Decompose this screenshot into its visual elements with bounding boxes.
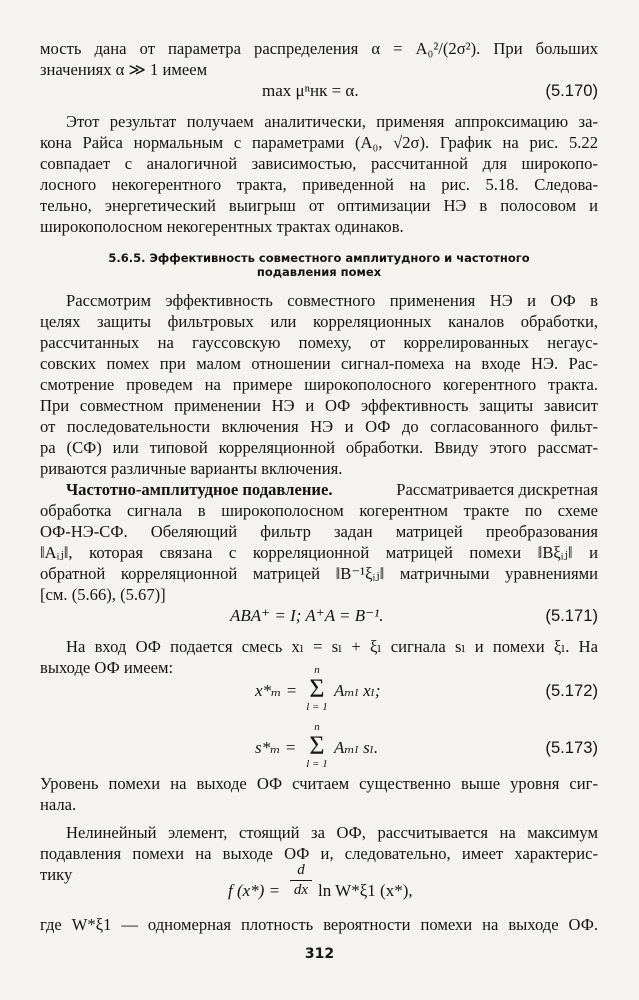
text-line: значениях α ≫ 1 имеем <box>40 60 208 79</box>
equation-number: (5.170) <box>545 81 598 100</box>
text-line: ‖Aᵢⱼ‖, которая связана с корреляционной матрицей помехи ‖Bξᵢⱼ‖ и <box>40 543 598 562</box>
fraction-denominator: dx <box>293 882 309 898</box>
equation-lhs: f (x*) = <box>228 881 281 900</box>
equation-number: (5.172) <box>545 681 598 700</box>
text-line: Нелинейный элемент, стоящий за ОФ, рассчитывается на максимум <box>66 823 598 842</box>
text-line: ра (СФ) или типовой корреляционной обработки. Ввиду этого рассмат- <box>40 438 598 457</box>
page-number: 312 <box>304 946 335 962</box>
text-line: ОФ-НЭ-СФ. Обеляющий фильтр задан матрицей преобразования <box>40 522 598 541</box>
fraction-numerator: d <box>297 862 305 878</box>
text-line: Этот результат получаем аналитически, применяя аппроксимацию за- <box>66 112 598 131</box>
text-line: обратной корреляционной матрицей ‖B⁻¹ξᵢⱼ‖ матричными уравнениями <box>40 564 598 583</box>
text-line: где W*ξ1 — одномерная плотность вероятности помехи на выходе ОФ. <box>40 915 598 934</box>
sum-upper-limit: n <box>314 721 320 733</box>
text-line: широкополосном некогерентных трактах одинаков. <box>40 217 404 236</box>
sum-lower-limit: l = 1 <box>306 758 328 770</box>
text-line: риваются различные варианты включения. <box>40 459 343 478</box>
fraction-bar <box>290 880 312 881</box>
equation-rhs: Aₘₗ sₗ. <box>334 738 379 757</box>
equation-lhs: s*ₘ = <box>255 738 297 757</box>
text-line: совпадает с аналогичной зависимостью, рассчитанной для широкопо- <box>40 154 598 173</box>
equation-number: (5.171) <box>545 606 598 625</box>
text-line: целях защиты фильтровых или корреляционных каналов обработки, <box>40 312 598 331</box>
text-line: Уровень помехи на выходе ОФ считаем существенно выше уровня сиг- <box>40 774 598 793</box>
text-line <box>66 479 598 500</box>
text-line: смотрение проведем на примере широкополосного когерентного тракта. <box>40 375 598 394</box>
equation-number: (5.173) <box>545 738 598 757</box>
equation-rhs: Aₘₗ xₗ; <box>334 681 381 700</box>
text-line: тельно, энергетический выигрыш от оптимизации НЭ в полосовом и <box>40 196 598 215</box>
text-line: Рассмотрим эффективность совместного применения НЭ и ОФ в <box>66 291 598 310</box>
sum-sign: Σ <box>309 731 325 760</box>
section-heading: 5.6.5. Эффективность совместного амплитудного и частотного <box>108 251 530 265</box>
text-line: подавления помехи на выходе ОФ и, следовательно, имеет характерис- <box>40 844 598 863</box>
run-in-heading: Частотно-амплитудное подавление. <box>66 480 333 499</box>
text-line: лосного некогерентного тракта, приведенной на рис. 5.18. Следова- <box>40 175 598 194</box>
text-line: нала. <box>40 795 77 814</box>
equation-5-170: max μⁿнк = α. <box>262 81 359 100</box>
text-line: выходе ОФ имеем: <box>40 658 174 677</box>
text-line: обработка сигнала в широкополосном когерентном тракте по схеме <box>40 501 598 520</box>
text-line: тику <box>40 865 73 884</box>
section-heading: подавления помех <box>256 265 382 279</box>
summation <box>304 664 330 714</box>
text-run: Рассматривается дискретная <box>396 480 598 499</box>
text-line: рассчитанных на гауссовскую помеху, от коррелированных негаус- <box>40 333 598 352</box>
text-line: совских помех при малом отношении сигнал-помеха на входе НЭ. Рас- <box>40 354 598 373</box>
equation-5-171: ABA⁺ = I; A⁺A = B⁻¹. <box>230 606 384 625</box>
text-line: На вход ОФ подается смесь xₗ = sₗ + ξₗ сигнала sₗ и помехи ξₗ. На <box>66 637 598 656</box>
equation-rhs: ln W*ξ1 (x*), <box>318 881 413 900</box>
text-line: мость дана от параметра распределения α = A₀²/(2σ²). При больших <box>40 39 598 58</box>
text-line: [см. (5.66), (5.67)] <box>40 585 166 604</box>
text-line: кона Райса нормальным с параметрами (A₀, √2σ). График на рис. 5.22 <box>40 133 598 152</box>
text-line: При совместном применении НЭ и ОФ эффективность защиты зависит <box>40 396 598 415</box>
sum-upper-limit: n <box>314 664 320 676</box>
text-line: от последовательности включения НЭ и ОФ до согласованного фильт- <box>40 417 598 436</box>
summation <box>304 721 330 771</box>
sum-sign: Σ <box>309 674 325 703</box>
derivative-fraction <box>290 862 312 899</box>
sum-lower-limit: l = 1 <box>306 701 328 713</box>
equation-lhs: x*ₘ = <box>255 681 298 700</box>
